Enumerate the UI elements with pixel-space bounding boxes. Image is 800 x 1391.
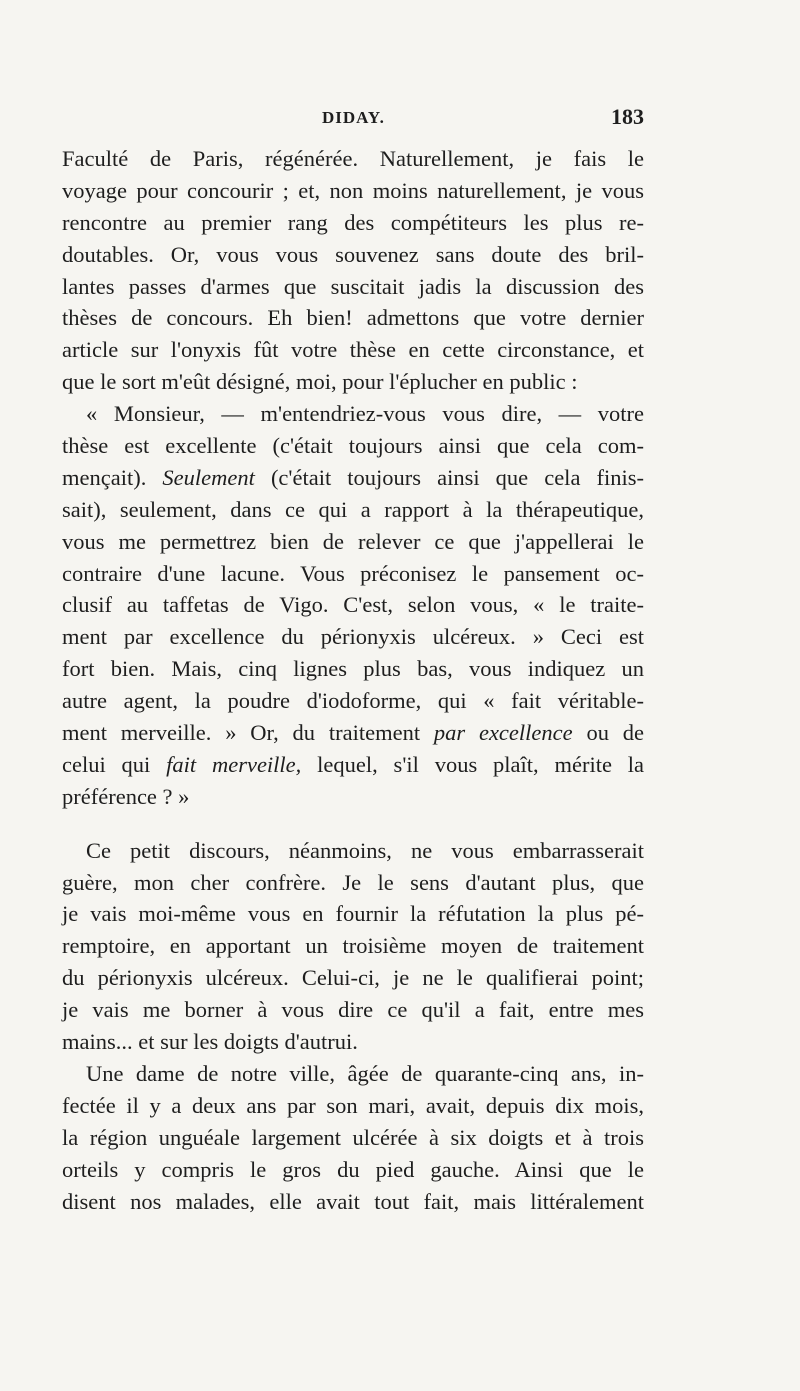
text-line — [62, 962, 644, 994]
text-line — [62, 334, 644, 366]
text-segment: ment par excellence du périonyxis ulcéreux. » Ceci est — [62, 624, 644, 650]
page-number: 183 — [611, 104, 644, 129]
text-line — [62, 717, 644, 749]
text-segment: clusif au taffetas de Vigo. C'est, selon vous, « le traite- — [62, 592, 644, 618]
text-line — [62, 143, 644, 175]
text-line — [62, 781, 644, 813]
text-line — [62, 1058, 644, 1090]
text-line — [62, 930, 644, 962]
body-text — [62, 143, 644, 1217]
paragraph-gap — [62, 813, 644, 835]
text-line — [62, 1026, 644, 1058]
text-line — [62, 494, 644, 526]
text-segment: article sur l'onyxis fût votre thèse en cette circonstance, et — [62, 337, 644, 363]
text-segment: celui qui — [62, 751, 167, 777]
text-line — [62, 1154, 644, 1186]
text-segment: Faculté de Paris, régénérée. Naturellement, je fais le — [62, 146, 644, 171]
text-line — [62, 366, 644, 398]
paragraph — [62, 143, 644, 398]
text-segment: lequel, s'il vous plaît, mérite la — [301, 751, 645, 777]
text-segment: fectée il y a deux ans par son mari, avait, depuis dix mois, — [62, 1092, 644, 1118]
text-segment: la région unguéale largement ulcérée à six doigts et à trois — [62, 1124, 644, 1150]
text-segment: remptoire, en apportant un troisième moyen de traitement — [62, 933, 644, 959]
text-segment: vous me permettrez bien de relever ce que j'appellerai le — [62, 528, 644, 554]
text-line — [62, 898, 644, 930]
text-line — [62, 558, 644, 590]
text-line — [62, 1186, 644, 1218]
text-line — [62, 271, 644, 303]
text-segment: orteils y compris le gros du pied gauche. Ainsi que le — [62, 1156, 644, 1182]
text-line — [62, 749, 644, 781]
text-line — [62, 867, 644, 899]
paragraph — [62, 835, 644, 1058]
paragraph — [62, 1058, 644, 1217]
text-line — [62, 239, 644, 271]
text-line — [62, 621, 644, 653]
text-line — [62, 1122, 644, 1154]
text-segment: contraire d'une lacune. Vous préconisez le pansement oc- — [62, 560, 644, 586]
text-segment: que le sort m'eût désigné, moi, pour l'éplucher en public : — [62, 369, 578, 395]
text-line — [62, 1090, 644, 1122]
text-line — [62, 653, 644, 685]
text-segment: (c'était toujours ainsi que cela finis- — [254, 464, 644, 490]
text-line — [62, 302, 644, 334]
text-segment: mençait). — [62, 464, 163, 490]
italic-text: par excellence — [433, 720, 573, 746]
italic-text: fait merveille, — [166, 751, 302, 777]
text-segment: thèses de concours. Eh bien! admettons que votre dernier — [62, 305, 644, 331]
text-segment: Une dame de notre ville, âgée de quarante-cinq ans, in- — [86, 1060, 644, 1086]
text-line — [62, 398, 644, 430]
text-segment: thèse est excellente (c'était toujours ainsi que cela com- — [62, 433, 644, 459]
italic-text: Seulement — [162, 464, 255, 490]
text-line — [62, 207, 644, 239]
text-segment: guère, mon cher confrère. Je le sens d'autant plus, que — [62, 869, 644, 895]
text-segment: fort bien. Mais, cinq lignes plus bas, vous indiquez un — [62, 656, 644, 682]
text-segment: ou de — [572, 720, 644, 746]
text-segment: je vais moi-même vous en fournir la réfutation la plus pé- — [62, 901, 644, 927]
text-segment: je vais me borner à vous dire ce qu'il a fait, entre mes — [62, 997, 644, 1023]
text-segment: Ce petit discours, néanmoins, ne vous embarrasserait — [86, 837, 644, 863]
text-line — [62, 994, 644, 1026]
text-line — [62, 835, 644, 867]
text-line — [62, 526, 644, 558]
text-line — [62, 685, 644, 717]
text-line — [62, 430, 644, 462]
running-head: DIDAY. — [322, 108, 385, 127]
text-segment: lantes passes d'armes que suscitait jadis la discussion des — [62, 273, 644, 299]
text-segment: du périonyxis ulcéreux. Celui-ci, je ne le qualifierai point; — [62, 965, 644, 991]
text-line — [62, 589, 644, 621]
text-line — [62, 175, 644, 207]
text-segment: rencontre au premier rang des compétiteurs les plus re- — [62, 209, 644, 235]
text-segment: disent nos malades, elle avait tout fait, mais littéralement — [62, 1188, 644, 1214]
text-segment: préférence ? » — [62, 783, 190, 809]
text-segment: doutables. Or, vous vous souvenez sans doute des bril- — [62, 241, 644, 267]
text-segment: autre agent, la poudre d'iodoforme, qui « fait véritable- — [62, 688, 644, 714]
text-segment: « Monsieur, — m'entendriez-vous vous dire, — votre — [86, 401, 644, 427]
text-segment: sait), seulement, dans ce qui a rapport à la thérapeutique, — [62, 496, 644, 522]
text-segment: mains... et sur les doigts d'autrui. — [62, 1029, 358, 1055]
text-segment: voyage pour concourir ; et, non moins naturellement, je vous — [62, 177, 644, 203]
text-segment: ment merveille. » Or, du traitement — [62, 720, 434, 746]
page-header — [62, 104, 644, 134]
text-line — [62, 462, 644, 494]
paragraph — [62, 398, 644, 813]
